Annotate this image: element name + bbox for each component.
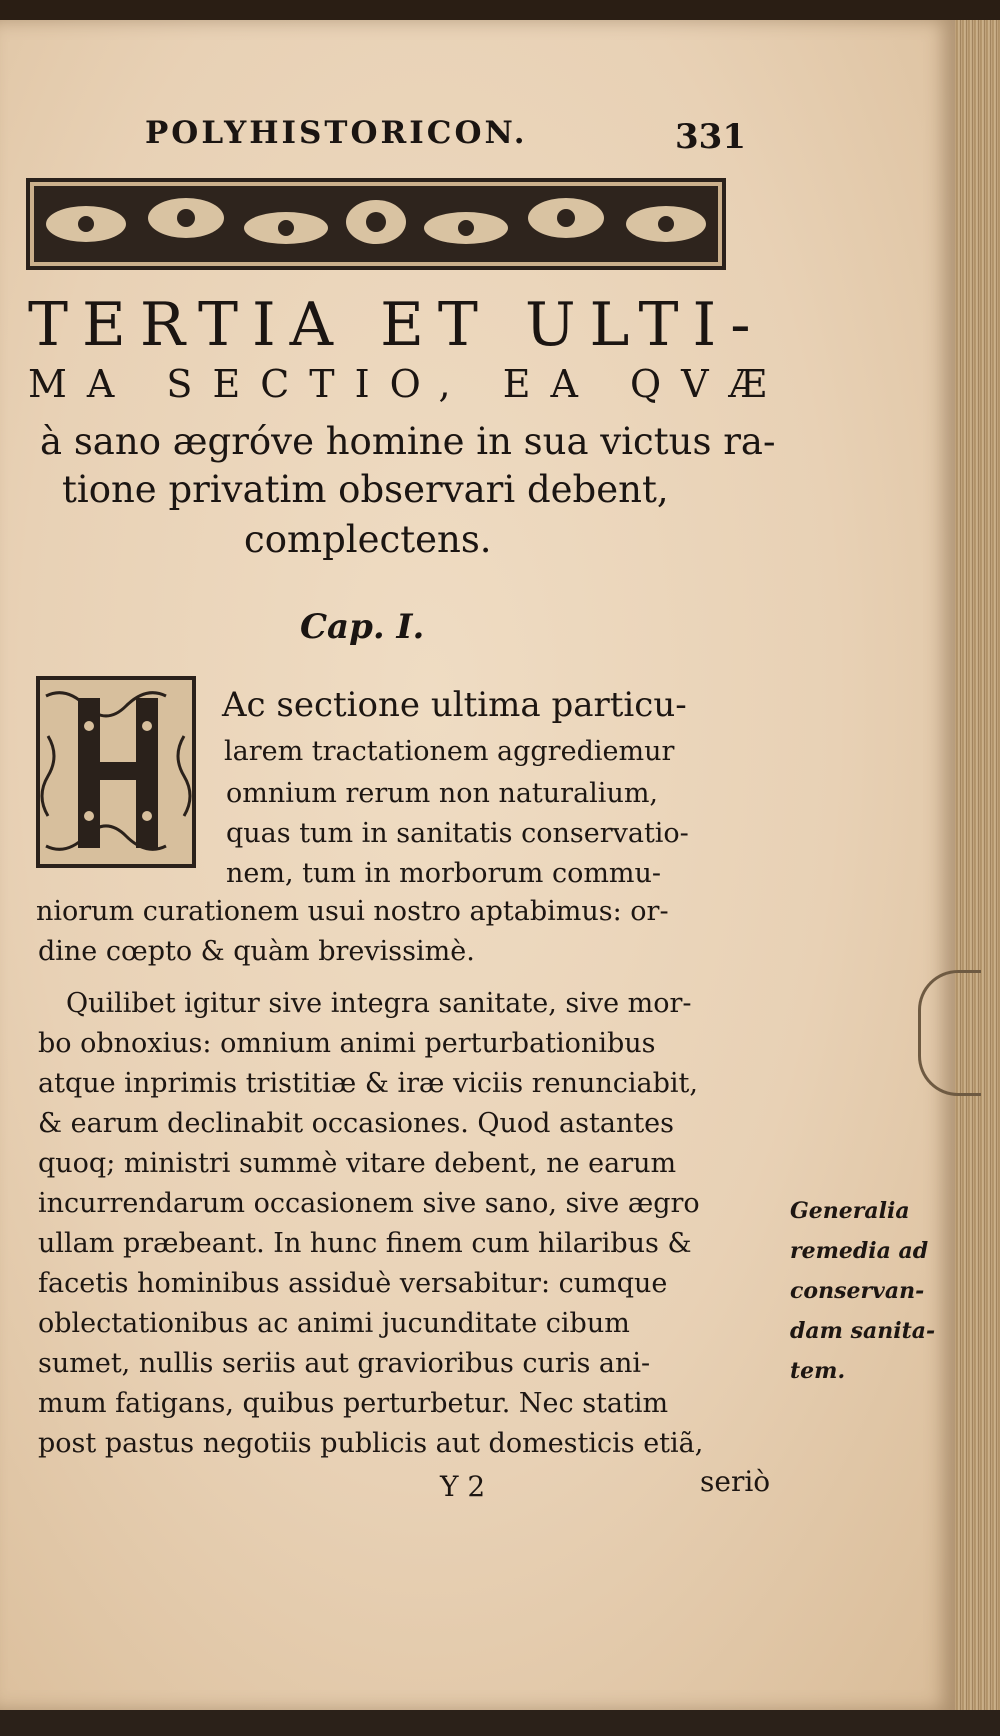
marginal-note-line-1: Generalia [790,1198,910,1224]
running-head: POLYHISTORICON. [145,115,528,151]
headpiece-ornament [26,178,726,270]
title-line-3: à sano ægróve homine in sua victus ra- [40,420,776,463]
body-line-9: bo obnoxius: omnium animi perturbationibus [38,1028,656,1059]
decorated-initial-h [36,676,196,868]
body-line-18: mum fatigans, quibus perturbetur. Nec statim [38,1388,669,1419]
body-line-15: facetis hominibus assiduè versabitur: cumque [38,1268,668,1299]
body-line-3: omnium rerum non naturalium, [226,778,659,809]
body-line-10: atque inprimis tristitiæ & iræ viciis renunciabit, [38,1068,698,1099]
body-line-16: oblectationibus ac animi jucunditate cibum [38,1308,630,1339]
title-line-2: MA SECTIO, EA QVÆ [28,362,787,406]
marginal-note-line-4: dam sanita- [790,1318,936,1344]
body-line-2: larem tractationem aggrediemur [224,736,675,767]
marginal-note-line-5: tem. [790,1358,846,1384]
page-edges [955,20,1000,1710]
signature-mark: Y 2 [440,1470,486,1503]
body-line-13: incurrendarum occasionem sive sano, sive ægro [38,1188,700,1219]
title-line-1: TERTIA ET ULTI- [28,290,765,360]
body-line-5: nem, tum in morborum commu- [226,858,662,889]
title-line-5: complectens. [244,518,492,561]
title-line-4: tione privatim observari debent, [62,468,669,511]
body-line-1: Ac sectione ultima particu- [222,685,687,725]
body-line-7: dine cœpto & quàm brevissimè. [38,936,475,967]
body-line-8: Quilibet igitur sive integra sanitate, sive mor- [66,988,692,1019]
body-line-6: niorum curationem usui nostro aptabimus: or- [36,896,669,927]
body-line-12: quoq; ministri summè vitare debent, ne earum [38,1148,677,1179]
marginal-note-line-2: remedia ad [790,1238,929,1264]
body-line-17: sumet, nullis seriis aut gravioribus curis ani- [38,1348,651,1379]
body-line-4: quas tum in sanitatis conservatio- [226,818,689,849]
marginal-note-line-3: conservan- [790,1278,925,1304]
chapter-heading: Cap. I. [300,607,425,647]
catchword: seriò [700,1465,771,1498]
body-line-19: post pastus negotiis publicis aut domesticis etiã, [38,1428,704,1459]
bottom-background [0,1710,1000,1736]
page-number: 331 [675,117,746,157]
body-line-11: & earum declinabit occasiones. Quod astantes [38,1108,675,1139]
body-line-14: ullam præbeant. In hunc finem cum hilaribus & [38,1228,692,1259]
page-tab-mark [918,970,981,1096]
